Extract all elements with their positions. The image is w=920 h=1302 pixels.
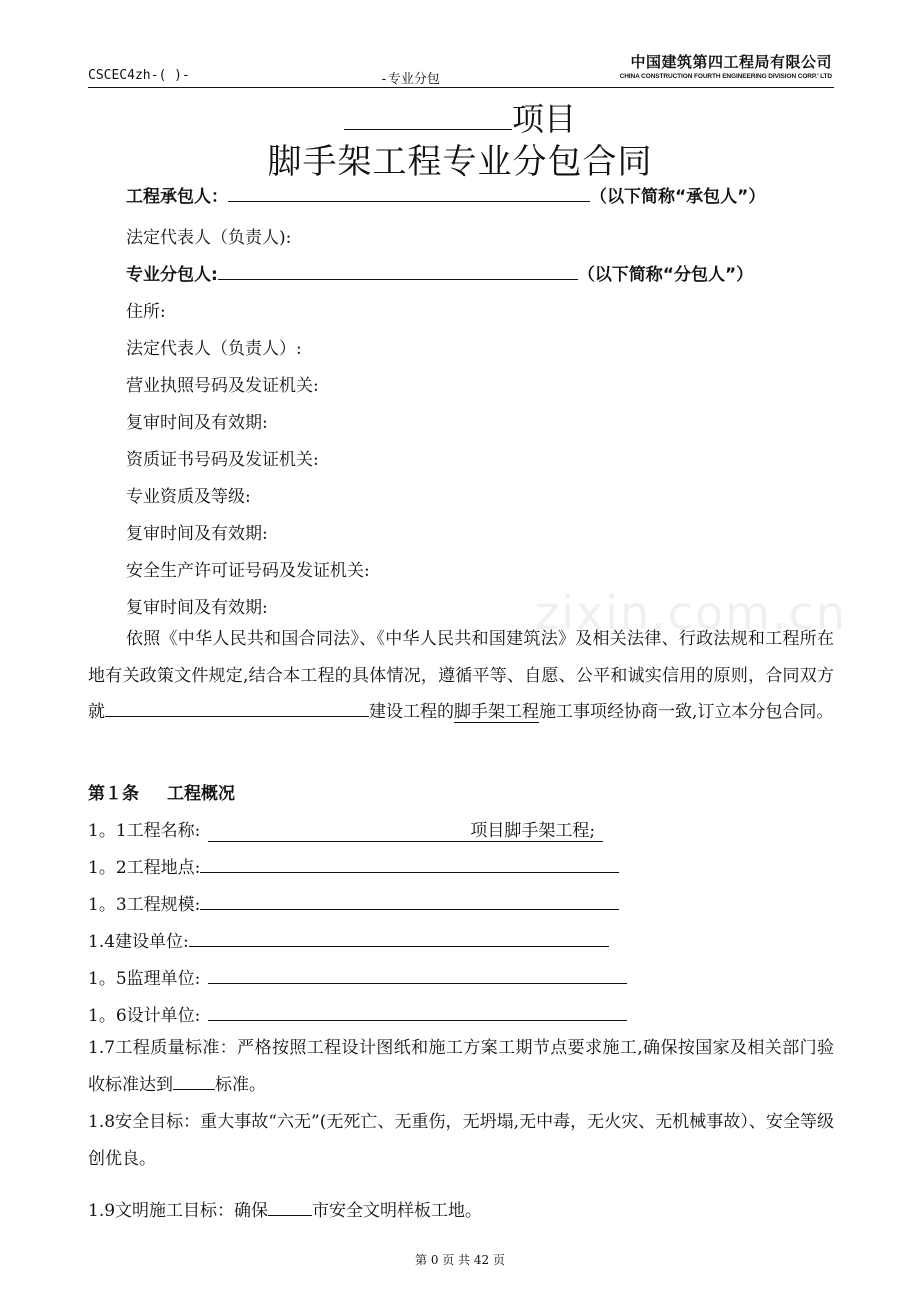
subcontractor-line — [126, 260, 753, 285]
quality-text-2: 标准。 — [215, 1074, 266, 1095]
project-scale-blank — [200, 895, 619, 910]
page-number: 第 0 页 共 42 页 — [415, 1253, 505, 1267]
subcontractor-label: 专业分包人: — [126, 265, 218, 285]
license-field: 营业执照号码及发证机关: — [126, 376, 319, 396]
civil-construction-line — [88, 1196, 482, 1221]
subcontractor-rep: 法定代表人（负责人）: — [126, 339, 302, 359]
owner-label: 1.4建设单位: — [88, 932, 189, 952]
designer-blank — [208, 1006, 627, 1021]
project-name-value: 项目脚手架工程; — [208, 821, 603, 842]
intro-scope-underlined: 脚手架工程 — [454, 702, 539, 723]
header-company-name: 中国建筑第四工程局有限公司 — [630, 53, 832, 71]
article-1-title: 工程概况 — [167, 784, 235, 804]
supervisor-blank — [208, 969, 627, 984]
header-company-name-en: CHINA CONSTRUCTION FOURTH ENGINEERING DIVISION CORP.' LTD — [619, 73, 832, 80]
review-period-2: 复审时间及有效期: — [126, 524, 268, 544]
header-divider — [88, 87, 834, 88]
contractor-line — [126, 182, 765, 207]
project-name-label: 1。1工程名称: — [88, 821, 201, 841]
owner-blank — [189, 932, 609, 947]
designer-line — [88, 1001, 627, 1026]
review-period-3: 复审时间及有效期: — [126, 598, 268, 618]
qualification-level-field: 专业资质及等级: — [126, 487, 251, 507]
safety-goal-paragraph: 1.8安全目标：重大事故“六无”(无死亡、无重伤，无坍塌,无中毒，无火灾、无机械事故）、安全等级创优良。 — [88, 1112, 834, 1169]
civil-city-blank — [268, 1201, 312, 1216]
civil-text-1: 1.9文明施工目标：确保 — [88, 1201, 269, 1221]
contractor-alias: （以下简称“承包人”） — [590, 187, 766, 207]
project-scale-line — [88, 890, 619, 915]
review-period-1: 复审时间及有效期: — [126, 413, 268, 433]
page-title: 脚手架工程专业分包合同 — [267, 142, 653, 182]
project-name-blank — [344, 99, 512, 130]
project-location-line — [88, 853, 619, 878]
watermark: zixin.com.cn — [535, 586, 848, 640]
article-1-heading — [88, 779, 235, 804]
subcontractor-alias: （以下简称“分包人”） — [577, 265, 754, 285]
title-project-suffix: 项目 — [511, 100, 576, 138]
designer-label: 1。6设计单位: — [88, 1006, 201, 1026]
contractor-label: 工程承包人： — [126, 187, 228, 207]
project-location-blank — [200, 858, 619, 873]
qualification-cert-field: 资质证书号码及发证机关: — [126, 450, 319, 470]
project-scale-label: 1。3工程规模: — [88, 895, 201, 915]
intro-project-blank — [105, 702, 369, 717]
contractor-blank — [228, 187, 590, 202]
supervisor-line — [88, 964, 627, 989]
intro-text-3: 施工事项经协商一致,订立本分包合同。 — [539, 702, 834, 723]
intro-paragraph — [88, 621, 834, 731]
intro-text-1: 依照《中华人民共和国合同法》、《中华人民共和国建筑法》及相关法律、行政法规和工程所在地有关政策文件规定,结合本工程的具体情况，遵循平等、自愿、公平和诚实信用的原则，合同双方就 — [88, 629, 834, 723]
contractor-rep: 法定代表人（负责人): — [126, 228, 292, 248]
address-field: 住所: — [126, 302, 166, 322]
owner-line — [88, 927, 609, 952]
project-name-line — [88, 816, 603, 841]
subcontractor-blank — [218, 265, 578, 280]
intro-text-2: 建设工程的 — [369, 702, 454, 723]
article-1-number: 第１条 — [88, 784, 139, 804]
supervisor-label: 1。5监理单位: — [88, 969, 201, 989]
civil-text-2: 市安全文明样板工地。 — [312, 1201, 483, 1221]
quality-level-blank — [173, 1075, 215, 1090]
quality-text-1: 1.7工程质量标准：严格按照工程设计图纸和施工方案工期节点要求施工,确保按国家及相关部门验收标准达到 — [88, 1038, 834, 1095]
quality-standard-paragraph — [88, 1030, 834, 1103]
safety-permit-field: 安全生产许可证号码及发证机关: — [126, 561, 370, 581]
project-location-label: 1。2工程地点: — [88, 858, 201, 878]
header-doc-type: -专业分包 — [380, 72, 440, 87]
header-doc-code: CSCEC4zh-( )- — [88, 68, 190, 83]
